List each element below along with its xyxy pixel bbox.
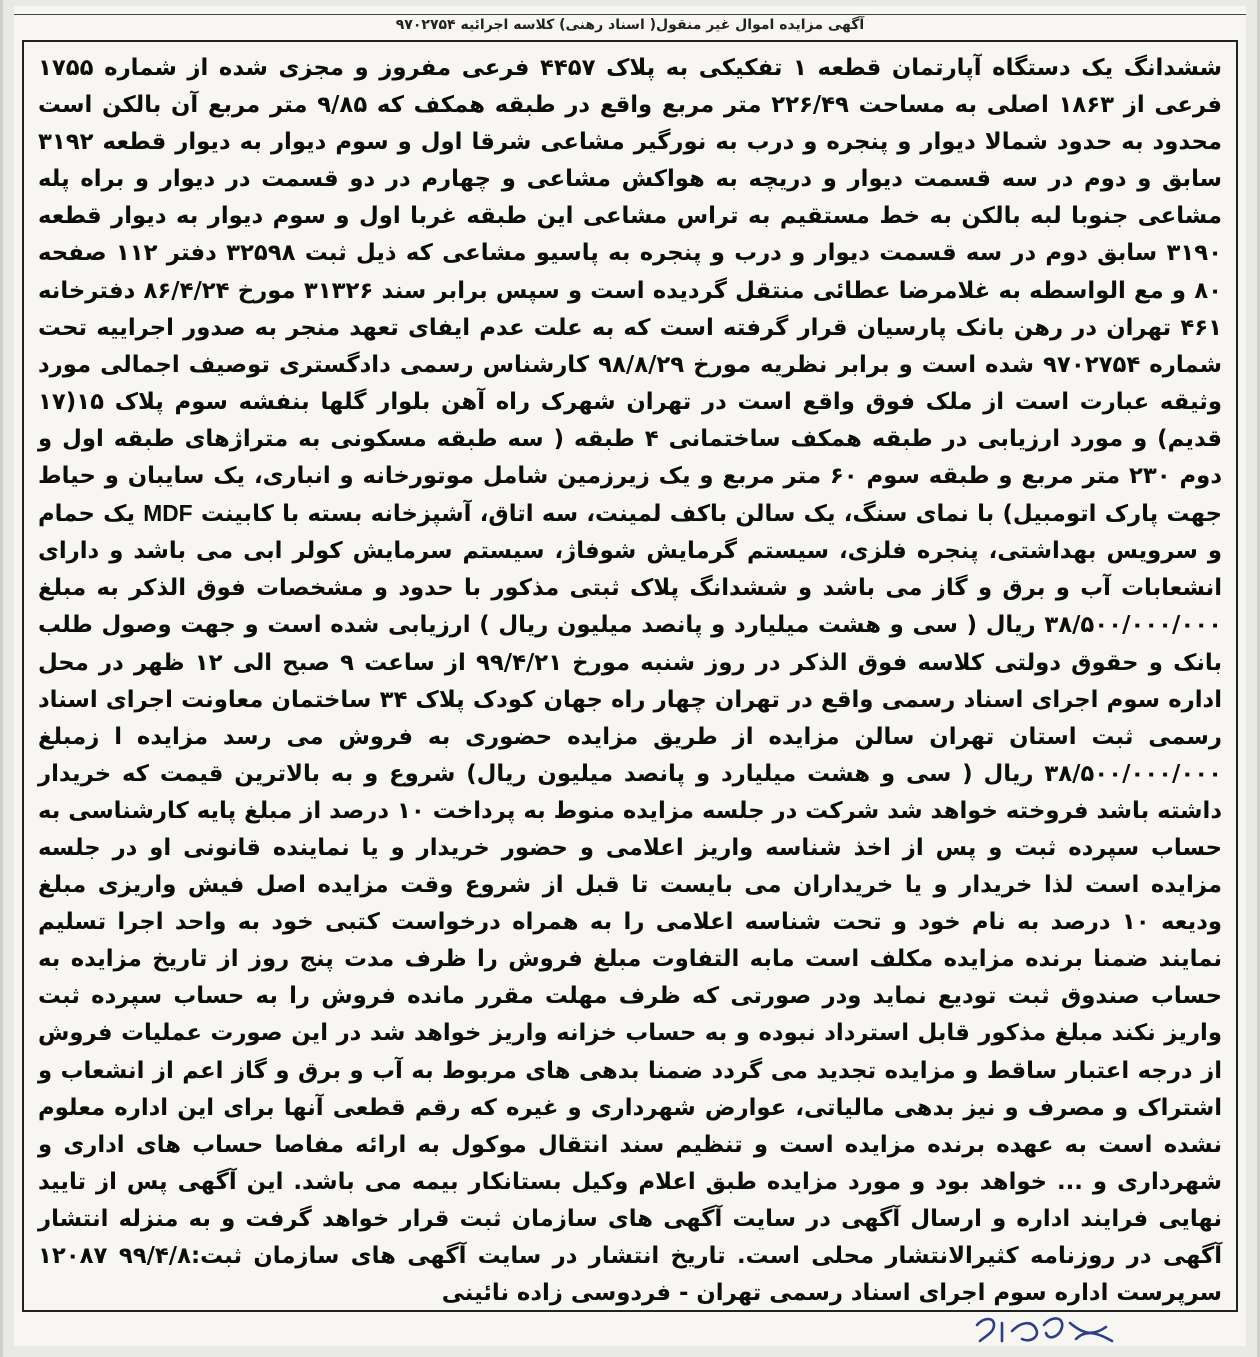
handwritten-signature-icon <box>972 1311 1122 1351</box>
ad-title: آگهی مزایده اموال غیر منقول( اسناد رهنی) کلاسه اجرائیه ۹۷۰۲۷۵۴ <box>395 17 865 33</box>
latin-term: MDF <box>143 500 193 527</box>
ad-body-part-2: یک حمام و سرویس بهداشتی، پنجره فلزی، سیستم گرمایش شوفاژ، سیستم سرمایش کولر ابی می باشد و دارای انشعابات آب و برق و گاز می باشد و ششدانگ پلاک ثبتی مذکور با حدود و مشخصات فوق الذکر به مبلغ ۳۸/۵۰۰/۰۰۰/۰۰۰ ریال ( سی و هشت میلیارد و پانصد میلیون ریال ) ارزیابی شده است و جهت وصول طلب بانک و حقوق دولتی کلاسه فوق الذکر در روز شنبه مورخ ۹۹/۴/۲۱ از ساعت ۹ صبح الی ۱۲ ظهر در محل اداره سوم اجرای اسناد رسمی واقع در تهران چهار راه جهان کودک پلاک ۳۴ ساختمان معاونت اجرای اسناد رسمی ثبت استان تهران سالن مزایده از طریق مزایده حضوری به فروش می رسد مزایده ا زمبلغ ۳۸/۵۰۰/۰۰۰/۰۰۰ ریال ( سی و هشت میلیارد و پانصد میلیون ریال) شروع و به بالاترین قیمت که خریدار داشته باشد فروخته خواهد شد شرکت در جلسه مزایده منوط به پرداخت ۱۰ درصد از مبلغ پایه کارشناسی به حساب سپرده ثبت و پس از اخذ شناسه واریز اعلامی و حضور خریدار و یا نماینده قانونی او در جلسه مزایده است لذا خریدار و یا خریداران می بایست تا قبل از شروع وقت مزایده اصل فیش واریزی مبلغ ودیعه ۱۰ درصد به نام خود و تحت شناسه اعلامی را به همراه درخواست کتبی خود به واحد اجرا تسلیم نمایند ضمنا برنده مزایده مکلف است مابه التفاوت مبلغ فروش را ظرف مدت پنج روز از تاریخ مزایده به حساب صندوق ثبت تودیع نماید ودر صورتی که ظرف مهلت مقرر مانده فروش را به حساب سپرده ثبت واریز نکند مبلغ مذکور قابل استرداد نبوده و به حساب خزانه واریز خواهد شد در این صورت عملیات فروش از درجه اعتبار ساقط و مزایده تجدید می گردد ضمنا بدهی های مربوط به آب و برق و گاز اعم از انشعاب و اشتراک و مصرف و نیز بدهی مالیاتی، عوارض شهرداری و غیره که رقم قطعی آنها برای این اداره معلوم نشده است به عهده برنده مزایده است و تنظیم سند انتقال موکول به ارائه مفاصا حساب های اداری و شهرداری و ... خواهد بود و مورد مزایده طبق اعلام وکیل بستانکار بیمه می باشد. این آگهی پس از تایید نهایی فرایند اداره و ارسال آگهی در سایت آگهی های سازمان ثبت قرار خواهد گرفت و به منزله انتشار آگهی در روزنامه کثیرالانتشار محلی است. تاریخ انتشار در سایت آگهی های سازمان ثبت:۹۹/۴/۸ <box>38 501 1223 1269</box>
ad-frame <box>22 40 1238 1312</box>
signature-area <box>22 1317 1238 1339</box>
ad-body <box>38 50 1222 1312</box>
ad-body-part-1: ششدانگ یک دستگاه آپارتمان قطعه ۱ تفکیکی به پلاک ۴۴۵۷ فرعی مفروز و مجزی شده از شماره ۱۷۵۵ فرعی از ۱۸۶۳ اصلی به مساحت ۲۲۶/۴۹ متر مربع واقع در طبقه همکف که ۹/۸۵ متر مربع آن بالکن است محدود به حدود شمالا دیوار و پنجره و درب به نورگیر مشاعی شرقا اول و سوم دیوار به دیوار قطعه ۳۱۹۲ سابق و دوم در سه قسمت دیوار و دریچه به هواکش مشاعی و چهارم در دو قسمت در دیوار و براه پله مشاعی جنوبا لبه بالکن به خط مستقیم به تراس مشاعی این طبقه غربا اول و سوم دیوار به دیوار قطعه ۳۱۹۰ سابق دوم در سه قسمت دیوار و درب و پنجره به پاسیو مشاعی که ذیل ثبت ۳۲۵۹۸ دفتر ۱۱۲ صفحه ۸۰ و مع الواسطه به غلامرضا عطائی منتقل گردیده است و سپس برابر سند ۳۱۳۲۶ مورخ ۸۶/۴/۲۴ دفترخانه ۴۶۱ تهران در رهن بانک پارسیان قرار گرفته است که به علت عدم ایفای تعهد منجر به صدور اجراییه تحت شماره ۹۷۰۲۷۵۴ شده است و برابر نظریه مورخ ۹۸/۸/۲۹ کارشناس رسمی دادگستری توصیف اجمالی مورد وثیقه عبارت است از ملک فوق واقع است در تهران شهرک راه آهن بلوار گلها بنفشه سوم پلاک ۱۵(۱۷ قدیم) و مورد ارزیابی در طبقه همکف ساختمانی ۴ طبقه ( سه طبقه مسکونی به متراژهای طبقه اول و دوم ۲۳۰ متر مربع و طبقه سوم ۶۰ متر مربع و یک زیرزمین شامل موتورخانه و انباری، یک سایبان و حیاط جهت پارک اتومبیل) با نمای سنگ، یک سالن باکف لمینت، سه اتاق، آشپزخانه بسته با کابینت <box>38 55 1223 528</box>
ad-footer: ۱۲۰۸۷ سرپرست اداره سوم اجرای اسناد رسمی تهران - فردوسی زاده نائینی <box>38 1243 1222 1307</box>
newspaper-clipping <box>14 6 1246 1346</box>
scan-edge-left <box>0 0 3 1357</box>
